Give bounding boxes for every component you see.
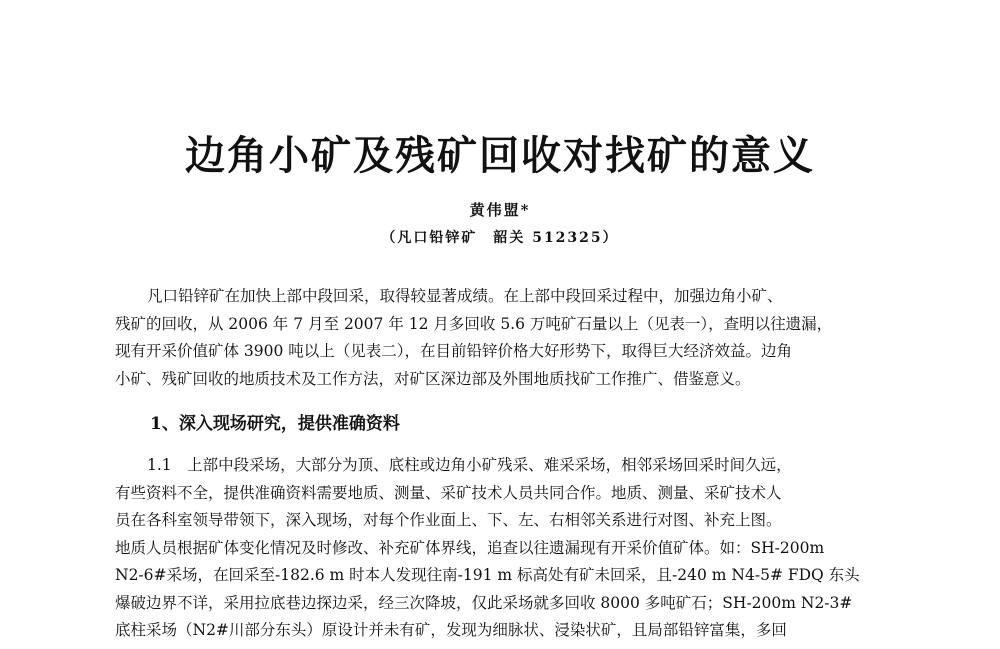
text-line: 现有开采价值矿体 3900 吨以上（见表二），在目前铅锌价格大好形势下，取得巨大经济效益。边角	[115, 342, 793, 360]
text-line: 爆破边界不详，采用拉底巷边探边采，经三次降坡，仅此采场就多回收 8000 多吨矿石；SH-200m N2-3#	[115, 593, 853, 612]
section-heading: 1、深入现场研究，提供准确资料	[150, 414, 400, 434]
text-line: 凡口铅锌矿在加快上部中段回采，取得较显著成绩。在上部中段回采过程中，加强边角小矿、	[147, 287, 783, 305]
text-line: 小矿、残矿回收的地质技术及工作方法，对矿区深边部及外围地质找矿工作推广、借鉴意义。	[115, 369, 751, 388]
section-paragraph	[115, 452, 893, 645]
text-line: 有些资料不全，提供准确资料需要地质、测量、采矿技术人员共同合作。地质、测量、采矿技术人	[115, 483, 782, 502]
text-line: 残矿的回收，从 2006 年 7 月至 2007 年 12 月多回收 5.6 万吨矿石量以上（见表一），查明以往遗漏，	[115, 314, 833, 333]
text-line: 1.1 上部中段采场，大部分为顶、底柱或边角小矿残采、难采采场，相邻采场回采时间久远，	[147, 456, 792, 474]
intro-paragraph	[115, 283, 893, 393]
paper-title: 边角小矿及残矿回收对找矿的意义	[185, 132, 815, 179]
author-name: 黄伟盟*	[469, 201, 531, 219]
text-line: 底柱采场（N2#川部分东头）原设计并未有矿，发现为细脉状、浸染状矿，且局部铅锌富集，多回	[115, 621, 787, 639]
text-line: 地质人员根据矿体变化情况及时修改、补充矿体界线，追查以往遗漏现有开采价值矿体。如：SH-200m	[115, 538, 825, 557]
author-affiliation: （凡口铅锌矿 韶关 512325）	[381, 230, 619, 246]
text-line: N2-6#采场，在回采至-182.6 m 时本人发现往南-191 m 标高处有矿未回采，且-240 m N4-5# FDQ 东头	[115, 566, 860, 584]
text-line: 员在各科室领导带领下，深入现场，对每个作业面上、下、左、右相邻关系进行对图、补充上图。	[115, 511, 782, 529]
